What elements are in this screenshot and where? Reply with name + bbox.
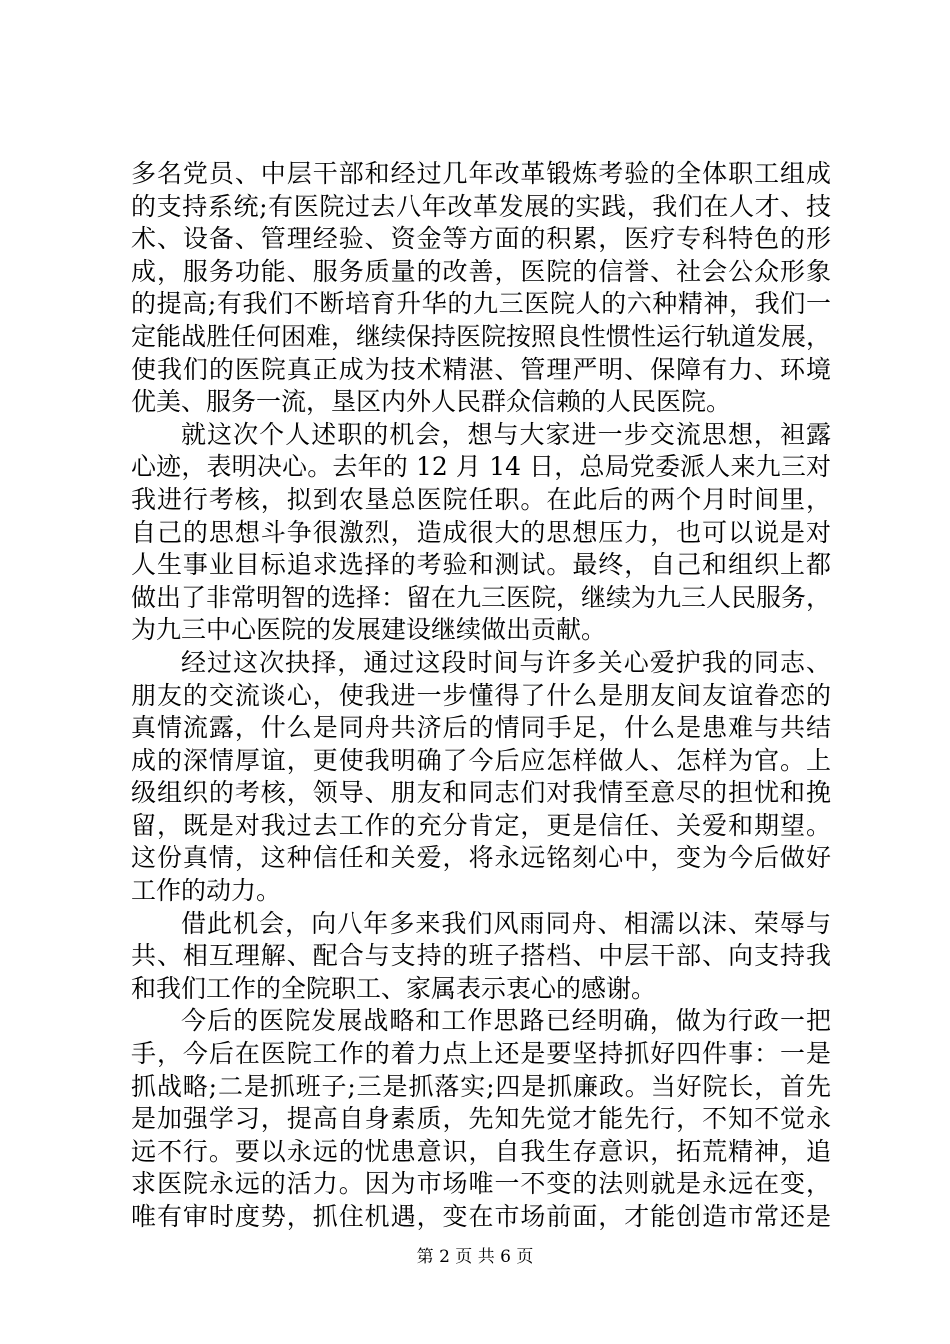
text-line: 的提高;有我们不断培育升华的九三医院人的六种精神，我们一 <box>131 289 831 319</box>
paragraph-1 <box>131 158 831 419</box>
text-line: 远不行。要以永远的忧患意识，自我生存意识，拓荒精神，追 <box>131 1136 831 1166</box>
text-line: 心迹，表明决心。去年的 12 月 14 日，总局党委派人来九三对 <box>131 452 831 482</box>
text-line: 是加强学习，提高自身素质，先知先觉才能先行，不知不觉永 <box>131 1104 831 1134</box>
text-line: 抓战略;二是抓班子;三是抓落实;四是抓廉政。当好院长，首先 <box>131 1071 831 1101</box>
text-line: 多名党员、中层干部和经过几年改革锻炼考验的全体职工组成 <box>131 159 831 188</box>
text-line: 自己的思想斗争很激烈，造成很大的思想压力，也可以说是对 <box>131 517 831 547</box>
text-line: 为九三中心医院的发展建设继续做出贡献。 <box>131 615 607 645</box>
text-line: 优美、服务一流，垦区内外人民群众信赖的人民医院。 <box>131 387 732 417</box>
text-line: 就这次个人述职的机会，想与大家进一步交流思想，袒露 <box>181 419 831 449</box>
text-line: 手，今后在医院工作的着力点上还是要坚持抓好四件事：一是 <box>131 1039 831 1069</box>
text-line: 使我们的医院真正成为技术精湛、管理严明、保障有力、环境 <box>131 354 831 384</box>
text-line: 唯有审时度势，抓住机遇，变在市场前面，才能创造市常还是 <box>131 1202 831 1231</box>
paragraph-2 <box>131 419 831 647</box>
paragraph-3 <box>131 647 831 908</box>
page-number-footer: 第 2 页 共 6 页 <box>416 1247 534 1267</box>
paragraph-5 <box>131 1005 831 1233</box>
text-line: 今后的医院发展战略和工作思路已经明确，做为行政一把 <box>181 1006 831 1036</box>
text-line: 真情流露，什么是同舟共济后的情同手足，什么是患难与共结 <box>131 713 831 743</box>
text-line: 级组织的考核，领导、朋友和同志们对我情至意尽的担忧和挽 <box>131 778 831 808</box>
text-line: 人生事业目标追求选择的考验和测试。最终，自己和组织上都 <box>131 550 831 580</box>
text-line: 求医院永远的活力。因为市场唯一不变的法则就是永远在变， <box>131 1169 831 1199</box>
text-line: 这份真情，这种信任和关爱，将永远铭刻心中，变为今后做好 <box>131 843 831 873</box>
text-line: 工作的动力。 <box>131 876 282 906</box>
text-line: 借此机会，向八年多来我们风雨同舟、相濡以沫、荣辱与 <box>181 908 831 938</box>
text-line: 成，服务功能、服务质量的改善，医院的信誉、社会公众形象 <box>131 256 831 286</box>
document-body <box>131 158 831 1234</box>
text-line: 留，既是对我过去工作的充分肯定，更是信任、关爱和期望。 <box>131 810 831 840</box>
text-line: 做出了非常明智的选择：留在九三医院，继续为九三人民服务， <box>131 582 832 612</box>
text-line: 我进行考核，拟到农垦总医院任职。在此后的两个月时间里， <box>131 484 831 514</box>
text-line: 定能战胜任何困难，继续保持医院按照良性惯性运行轨道发展， <box>131 321 832 351</box>
text-line: 朋友的交流谈心，使我进一步懂得了什么是朋友间友谊眷恋的 <box>131 680 831 710</box>
text-line: 经过这次抉择，通过这段时间与许多关心爱护我的同志、 <box>181 647 831 677</box>
text-line: 共、相互理解、配合与支持的班子搭档、中层干部、向支持我 <box>131 941 831 971</box>
paragraph-4 <box>131 908 831 1006</box>
text-line: 的支持系统;有医院过去八年改革发展的实践，我们在人才、技 <box>131 191 831 221</box>
text-line: 和我们工作的全院职工、家属表示衷心的感谢。 <box>131 973 657 1003</box>
text-line: 成的深情厚谊，更使我明确了今后应怎样做人、怎样为官。上 <box>131 745 831 775</box>
text-line: 术、设备、管理经验、资金等方面的积累，医疗专科特色的形 <box>131 224 831 254</box>
